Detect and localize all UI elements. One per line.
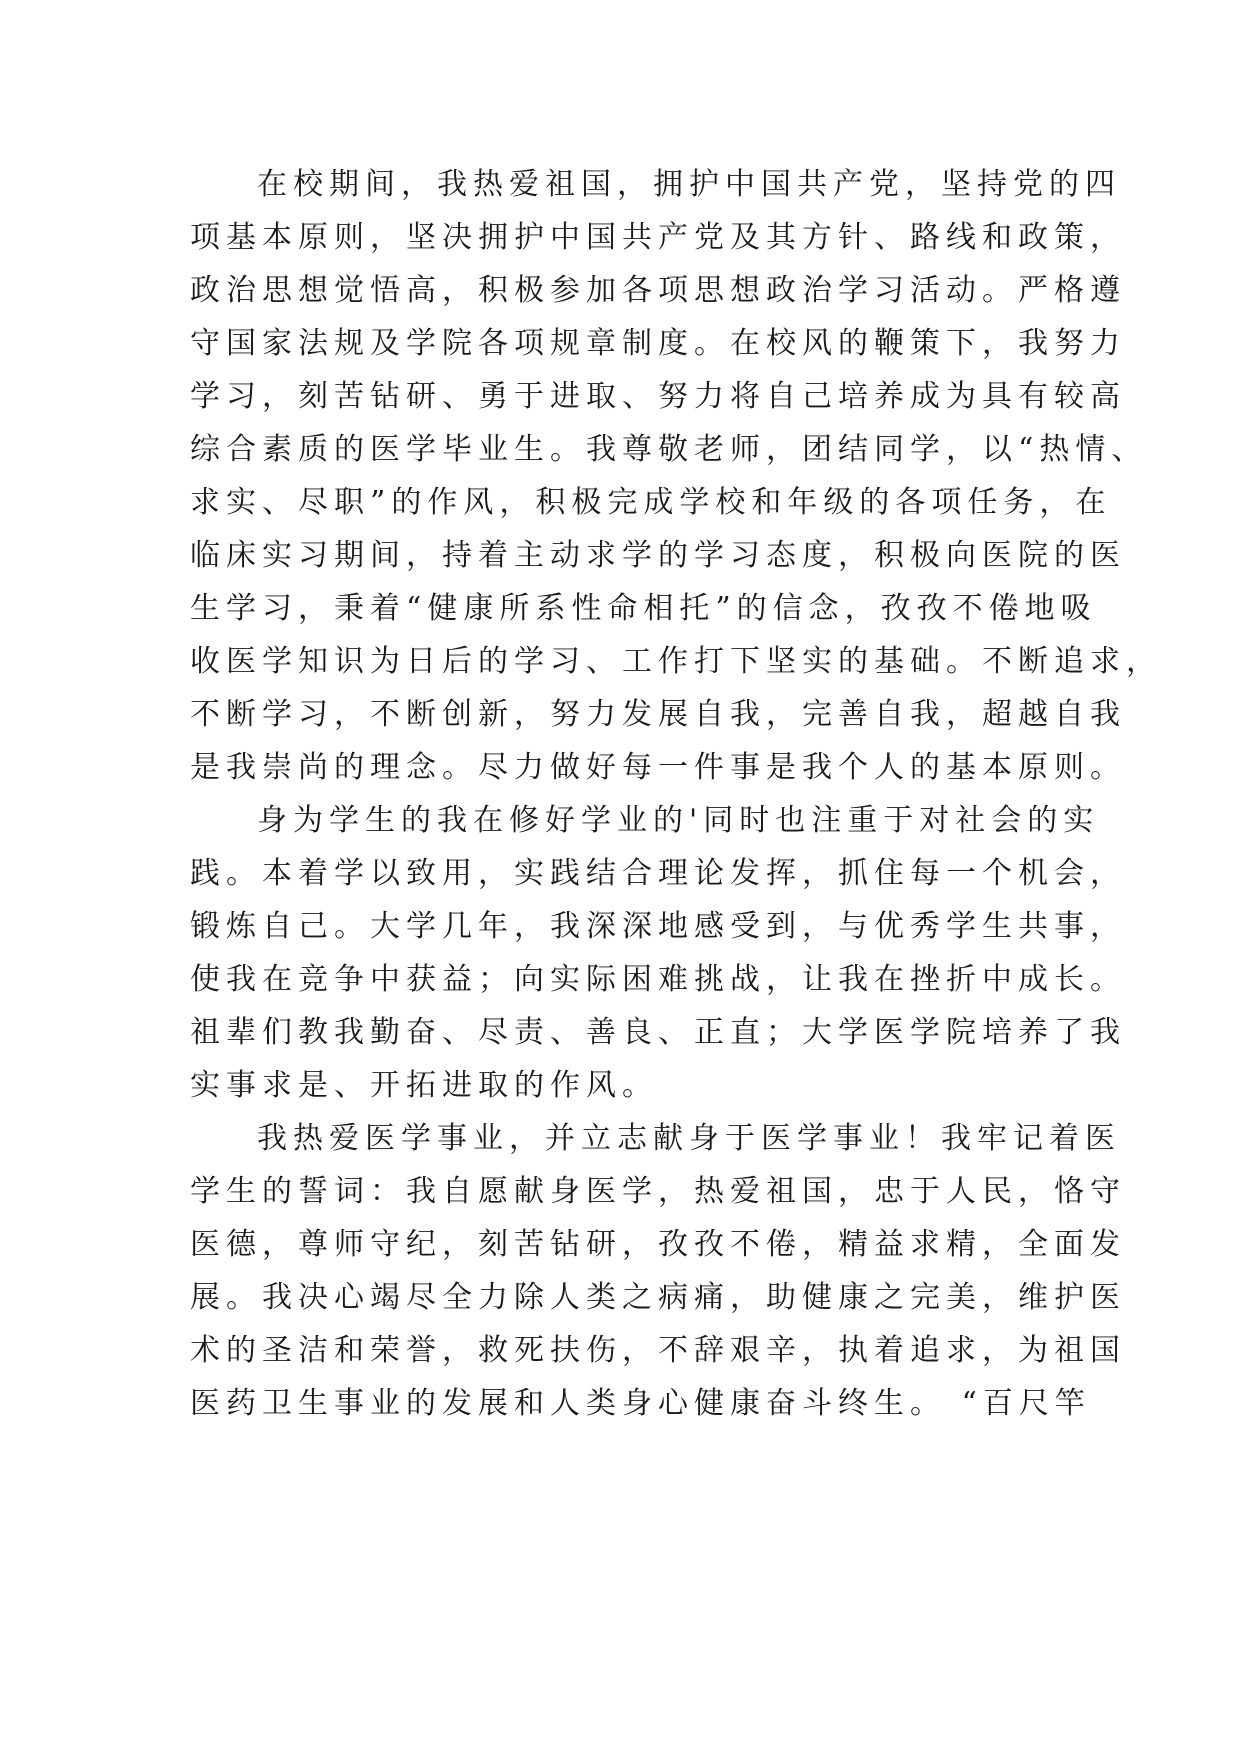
paragraph-3-line-4: 展。我决心竭尽全力除人类之病痛，助健康之完美，维护医 [190, 1280, 1126, 1315]
paragraph-1-line-2: 项基本原则，坚决拥护中国共产党及其方针、路线和政策， [190, 220, 1126, 255]
paragraph-2-line-2: 践。本着学以致用，实践结合理论发挥，抓住每一个机会， [190, 856, 1126, 891]
paragraph-1-line-4: 守国家法规及学院各项规章制度。在校风的鞭策下，我努力 [190, 326, 1126, 361]
paragraph-1-line-3: 政治思想觉悟高，积极参加各项思想政治学习活动。严格遵 [190, 273, 1126, 308]
paragraph-1-line-7: 求实、尽职”的作风，积极完成学校和年级的各项任务，在 [190, 485, 1112, 520]
paragraph-1-line-8: 临床实习期间，持着主动求学的学习态度，积极向医院的医 [190, 538, 1126, 573]
paragraph-1-line-5: 学习，刻苦钻研、勇于进取、努力将自己培养成为具有较高 [190, 379, 1126, 414]
paragraph-1-line-1: 在校期间，我热爱祖国，拥护中国共产党，坚持党的四 [257, 167, 1121, 202]
paragraph-2-line-1: 身为学生的我在修好学业的'同时也注重于对社会的实 [257, 803, 1100, 838]
paragraph-1-line-11: 不断学习，不断创新，努力发展自我，完善自我，超越自我 [190, 697, 1126, 732]
paragraph-3-line-5: 术的圣洁和荣誉，救死扶伤，不辞艰辛，执着追求，为祖国 [190, 1333, 1126, 1368]
paragraph-3-line-6: 医药卫生事业的发展和人类身心健康奋斗终生。 “百尺竿 [190, 1386, 1091, 1421]
paragraph-1-line-6: 综合素质的医学毕业生。我尊敬老师，团结同学，以“热情、 [190, 432, 1148, 467]
paragraph-1-line-9: 生学习，秉着“健康所系性命相托”的信念，孜孜不倦地吸 [190, 591, 1097, 626]
paragraph-3-line-2: 学生的誓词：我自愿献身医学，热爱祖国，忠于人民，恪守 [190, 1174, 1126, 1209]
paragraph-3-line-1: 我热爱医学事业，并立志献身于医学事业！我牢记着医 [257, 1121, 1121, 1156]
paragraph-1-line-12: 是我崇尚的理念。尽力做好每一件事是我个人的基本原则。 [190, 750, 1126, 785]
paragraph-2-line-3: 锻炼自己。大学几年，我深深地感受到，与优秀学生共事， [190, 909, 1126, 944]
paragraph-2-line-6: 实事求是、开拓进取的作风。 [190, 1068, 658, 1103]
paragraph-1-line-10: 收医学知识为日后的学习、工作打下坚实的基础。不断追求， [190, 644, 1162, 679]
paragraph-3-line-3: 医德，尊师守纪，刻苦钻研，孜孜不倦，精益求精，全面发 [190, 1227, 1126, 1262]
document-body [190, 158, 1162, 1430]
paragraph-2-line-4: 使我在竞争中获益；向实际困难挑战，让我在挫折中成长。 [190, 962, 1126, 997]
paragraph-2-line-5: 祖辈们教我勤奋、尽责、善良、正直；大学医学院培养了我 [190, 1015, 1126, 1050]
